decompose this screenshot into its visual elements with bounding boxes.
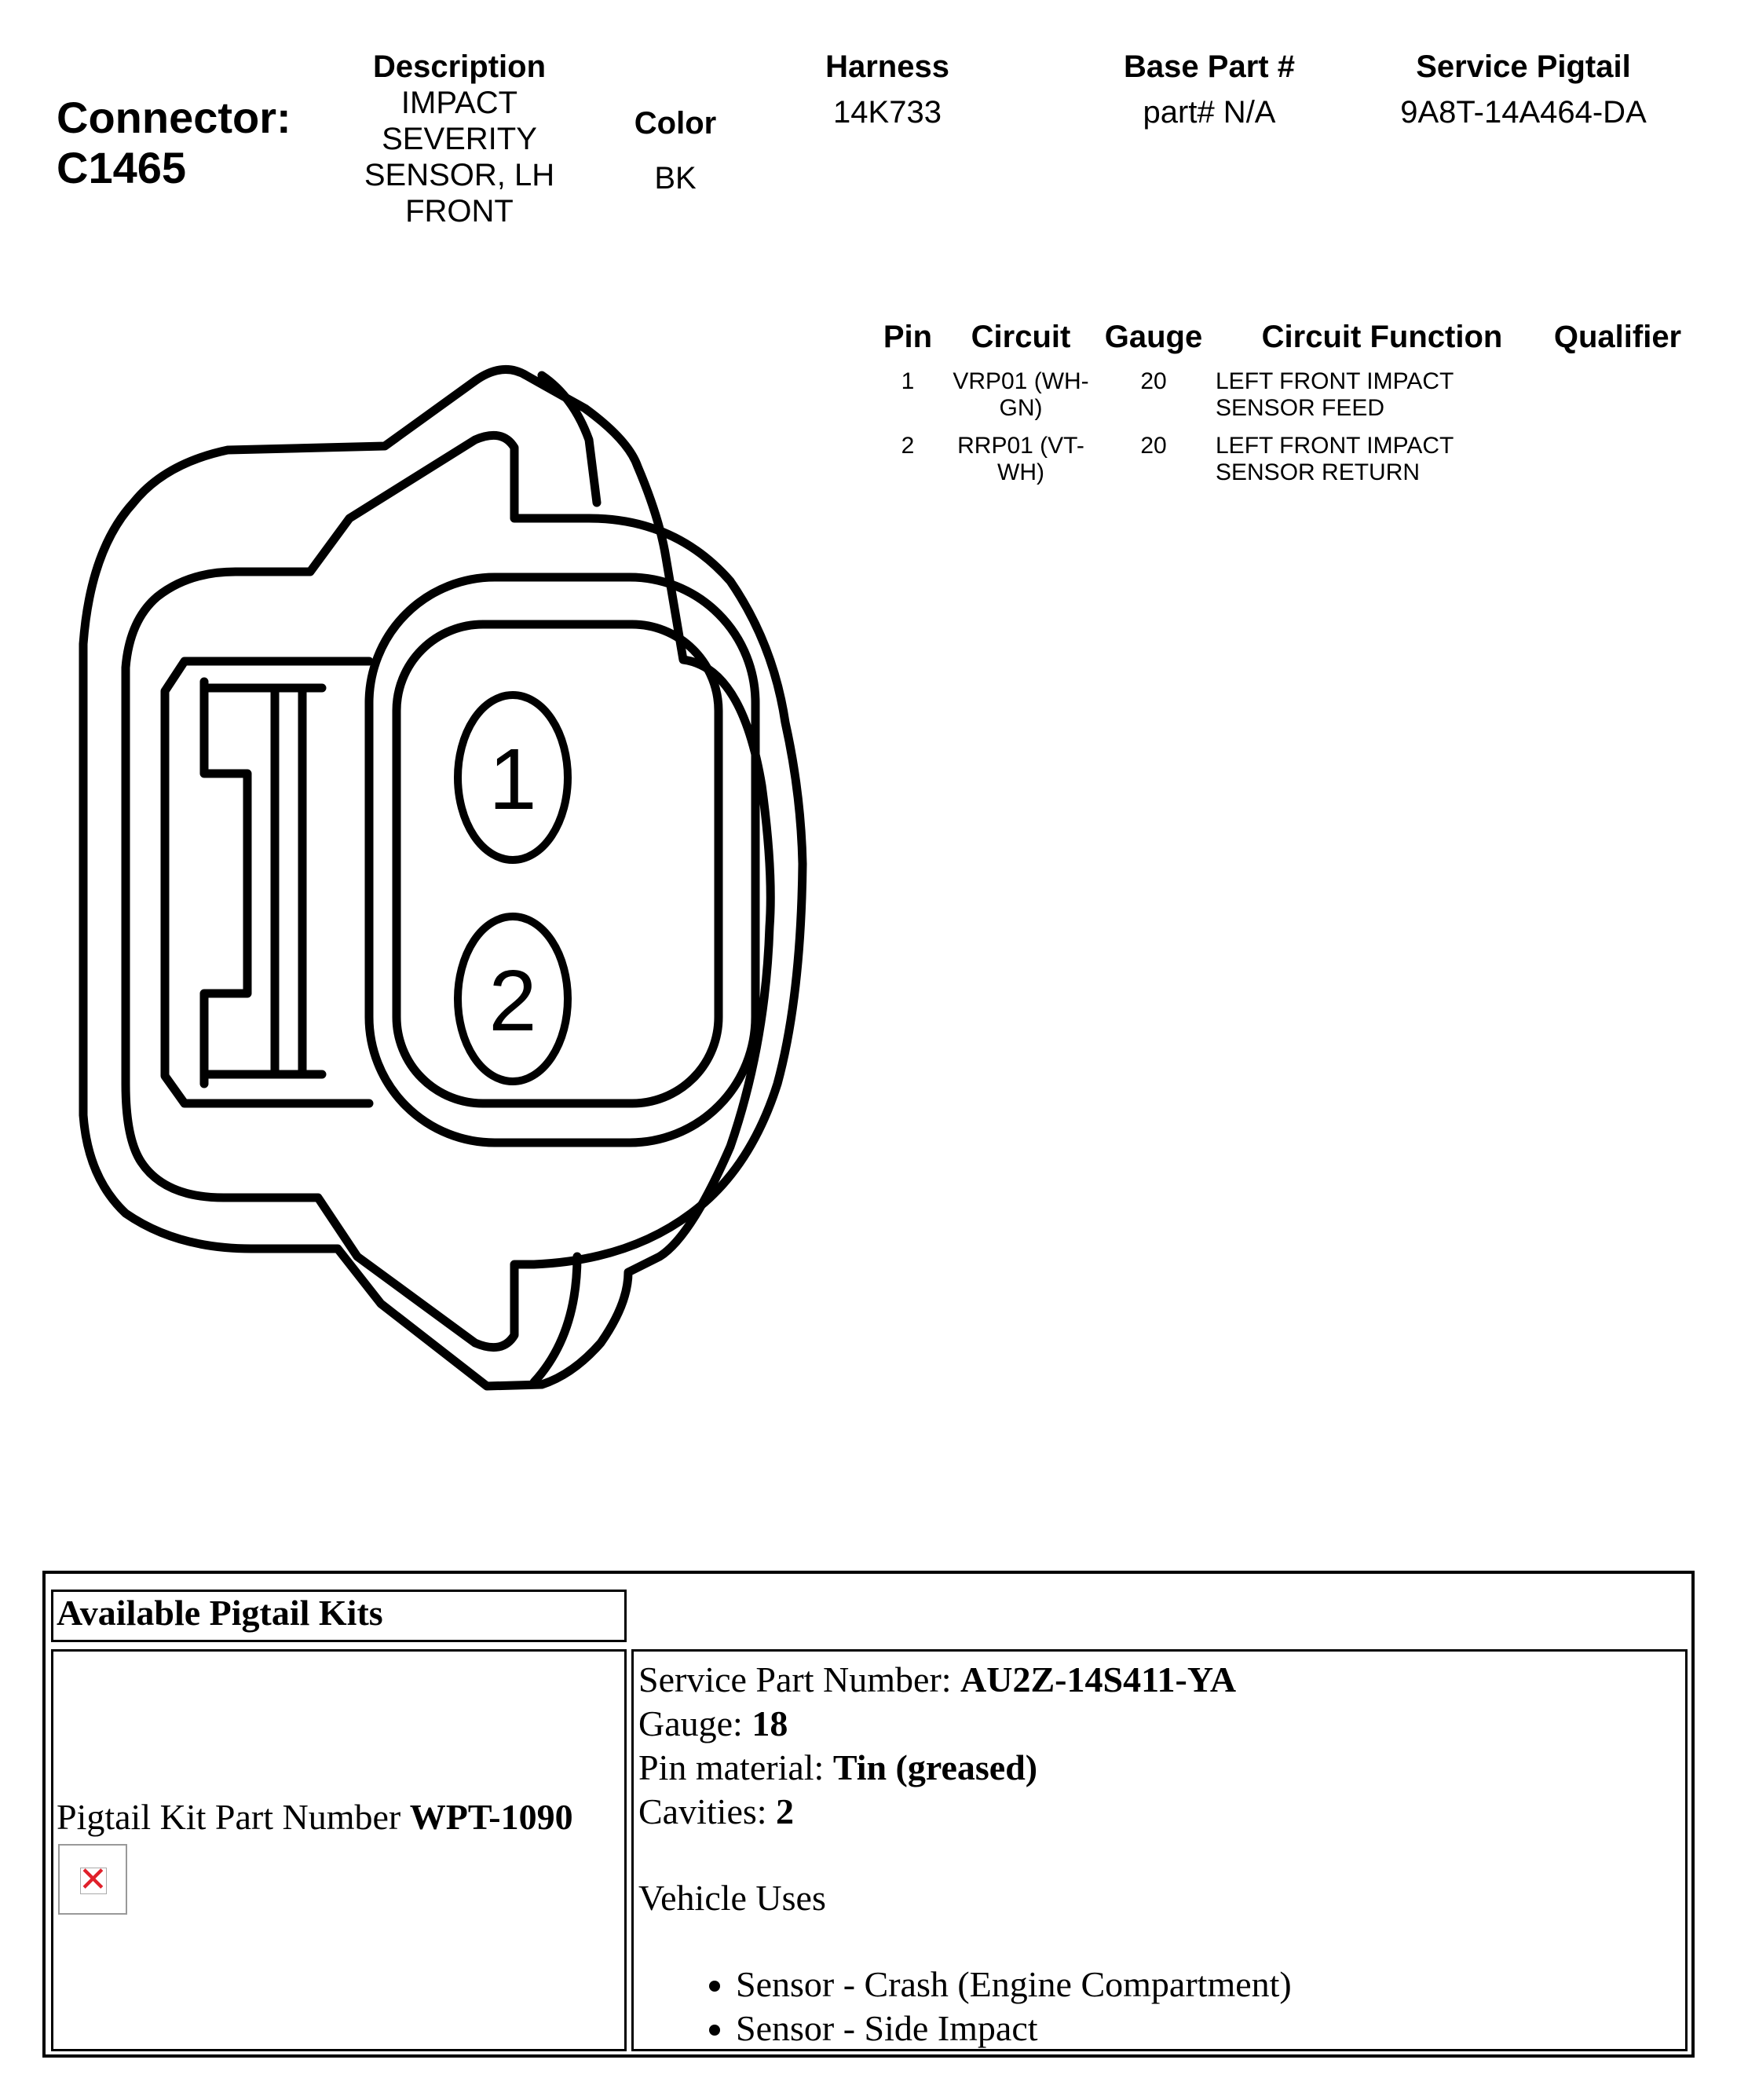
- pin-number: 1: [901, 368, 915, 394]
- function-header: Circuit Function: [1261, 320, 1503, 354]
- description-line: FRONT: [405, 194, 514, 229]
- circuit-line: GN): [999, 395, 1043, 421]
- connector-label: Connector:: [57, 93, 291, 142]
- base-part-value: part# N/A: [1143, 95, 1276, 130]
- circuit-line: VRP01 (WH-: [953, 368, 1089, 394]
- description-line: IMPACT: [400, 86, 518, 120]
- service-part-cell: [631, 1649, 1688, 2051]
- description-label: Description: [372, 49, 547, 84]
- function-line: SENSOR RETURN: [1216, 459, 1421, 485]
- gauge-value: 18: [751, 1703, 788, 1743]
- cavities-label: Cavities:: [638, 1791, 777, 1831]
- vehicle-use-item: • Sensor - Crash (Engine Compartment): [736, 1963, 1292, 2007]
- pigtail-kit-line: [57, 1795, 573, 1839]
- harness-label: Harness: [825, 49, 949, 84]
- gauge-line: [638, 1702, 1292, 1746]
- vehicle-use-item: • Sensor - Side Impact: [736, 2007, 1292, 2051]
- connector-id: C1465: [57, 143, 187, 192]
- pin-material-line: [638, 1746, 1292, 1790]
- pin-material-label: Pin material:: [638, 1747, 833, 1787]
- color-value: BK: [654, 161, 697, 196]
- circuit-line: RRP01 (VT-: [957, 433, 1084, 459]
- pigtail-kits-title-box: [51, 1590, 627, 1642]
- pin-material-value: Tin (greased): [832, 1747, 1038, 1787]
- description-line: SEVERITY: [382, 122, 537, 156]
- service-part-details: [638, 1658, 1292, 2051]
- latch: [165, 661, 369, 1103]
- function-line: LEFT FRONT IMPACT: [1216, 368, 1454, 394]
- latch-bars: [204, 688, 322, 1074]
- pin-number: 2: [901, 433, 915, 459]
- harness-value: 14K733: [833, 95, 942, 130]
- service-part-label: Service Part Number:: [638, 1659, 961, 1699]
- color-label: Color: [634, 106, 717, 141]
- service-part-line: [638, 1658, 1292, 1702]
- pin-2-label: 2: [488, 953, 537, 1049]
- gauge-label: Gauge:: [638, 1703, 752, 1743]
- pigtail-kits-title: Available Pigtail Kits: [57, 1593, 383, 1633]
- pigtail-kit-label: Pigtail Kit Part Number: [57, 1797, 410, 1837]
- circuit-header: Circuit: [971, 320, 1071, 354]
- description-line: SENSOR, LH: [364, 158, 555, 192]
- base-part-label: Base Part #: [1124, 49, 1295, 84]
- pigtail-kit-cell: [51, 1649, 627, 2051]
- circuit-line: WH): [997, 459, 1044, 485]
- housing-rim: [534, 375, 597, 1382]
- vehicle-uses-list: [638, 1963, 1292, 2051]
- gauge-cell: 20: [1140, 433, 1167, 459]
- service-pigtail-value: 9A8T-14A464-DA: [1400, 95, 1647, 130]
- latch-inner: [204, 682, 247, 1084]
- pin-1-label: 1: [488, 731, 537, 828]
- function-line: SENSOR FEED: [1216, 395, 1385, 421]
- broken-image-icon: ✕: [58, 1844, 127, 1915]
- pigtail-kit-number: WPT-1090: [409, 1797, 573, 1837]
- cavities-line: [638, 1790, 1292, 1834]
- qualifier-header: Qualifier: [1553, 320, 1682, 354]
- housing-inner-outline: [126, 435, 803, 1347]
- service-pigtail-label: Service Pigtail: [1416, 49, 1631, 84]
- gauge-cell: 20: [1140, 368, 1167, 394]
- cavities-value: 2: [776, 1791, 795, 1831]
- gauge-header: Gauge: [1104, 320, 1203, 354]
- function-line: LEFT FRONT IMPACT: [1216, 433, 1454, 459]
- pin-header: Pin: [883, 320, 933, 354]
- service-part-value: AU2Z-14S411-YA: [960, 1659, 1237, 1699]
- vehicle-uses-label: Vehicle Uses: [638, 1878, 826, 1918]
